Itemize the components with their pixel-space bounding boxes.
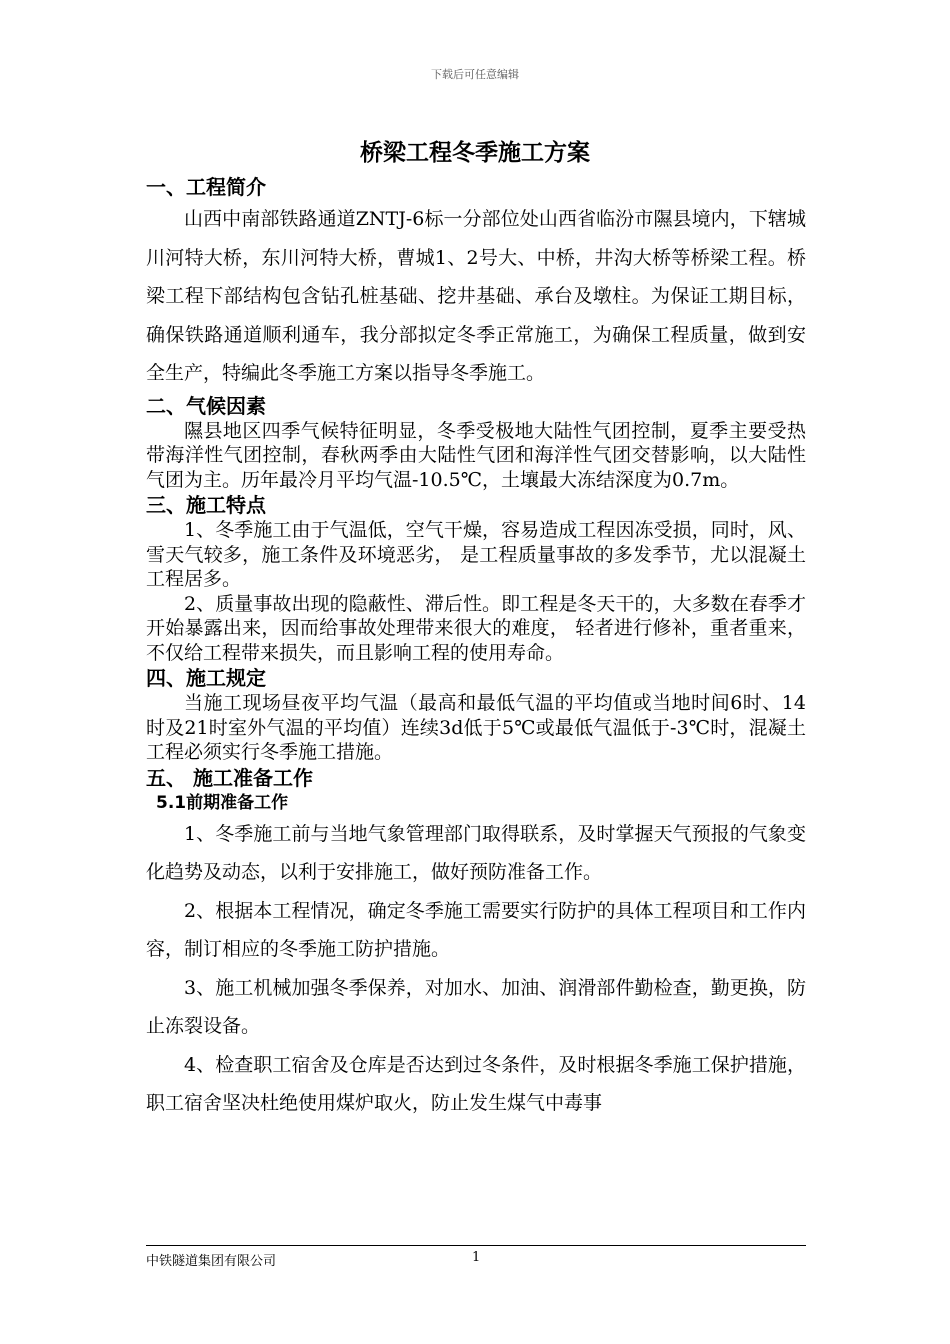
header-note: 下载后可任意编辑 bbox=[431, 68, 519, 81]
subsection-5-1-heading: 5.1前期准备工作 bbox=[156, 792, 289, 813]
section-2-paragraph: 隰县地区四季气候特征明显，冬季受极地大陆性气团控制，夏季主要受热带海洋性气团控制，春秋两季由大陆性气团和海洋性气团交替影响，以大陆性气团为主。历年最冷月平均气温-10.5℃，土壤最大冻结深度为0.7m。 bbox=[146, 419, 806, 491]
section-1-heading: 一、工程简介 bbox=[146, 175, 266, 199]
section-4-paragraph: 当施工现场昼夜平均气温（最高和最低气温的平均值或当地时间6时、14时及21时室外气温的平均值）连续3d低于5℃或最低气温低于-3℃时，混凝土工程必须实行冬季施工措施。 bbox=[146, 692, 806, 763]
section-5-paragraph-2: 2、根据本工程情况，确定冬季施工需要实行防护的具体工程项目和工作内容，制订相应的冬季施工防护措施。 bbox=[146, 899, 806, 960]
section-3-paragraph-2: 2、质量事故出现的隐蔽性、滞后性。即工程是冬天干的，大多数在春季才开始暴露出来，因而给事故处理带来很大的难度， 轻者进行修补，重者重来，不仅给工程带来损失，而且影响工程的使用寿命。 bbox=[146, 592, 806, 664]
section-5-paragraph-4: 4、检查职工宿舍及仓库是否达到过冬条件，及时根据冬季施工保护措施，职工宿舍坚决杜绝使用煤炉取火，防止发生煤气中毒事 bbox=[146, 1053, 806, 1114]
footer-page-number: 1 bbox=[472, 1250, 481, 1265]
section-2-heading: 二、气候因素 bbox=[146, 393, 266, 418]
section-5-paragraph-3: 3、施工机械加强冬季保养，对加水、加油、润滑部件勤检查，勤更换，防止冻裂设备。 bbox=[146, 976, 806, 1037]
section-5-paragraph-1: 1、冬季施工前与当地气象管理部门取得联系，及时掌握天气预报的气象变化趋势及动态，以利于安排施工，做好预防准备工作。 bbox=[146, 822, 806, 883]
section-5-heading: 五、 施工准备工作 bbox=[146, 765, 313, 790]
section-1-paragraph: 山西中南部铁路通道ZNTJ-6标一分部位处山西省临汾市隰县境内，下辖城川河特大桥，东川河特大桥，曹城1、2号大、中桥，井沟大桥等桥梁工程。桥梁工程下部结构包含钻孔桩基础、挖井基础、承台及墩柱。为保证工期目标，确保铁路通道顺利通车，我分部拟定冬季正常施工，为确保工程质量，做到安全生产，特编此冬季施工方案以指导冬季施工。 bbox=[146, 208, 806, 384]
document-body bbox=[146, 174, 806, 1123]
section-3-heading: 三、施工特点 bbox=[146, 493, 266, 517]
document-title: 桥梁工程冬季施工方案 bbox=[360, 140, 590, 166]
footer-divider bbox=[146, 1245, 806, 1246]
section-3-paragraph-1: 1、冬季施工由于气温低，空气干燥，容易造成工程因冻受损，同时，风、雪天气较多，施工条件及环境恶劣， 是工程质量事故的多发季节，尤以混凝土工程居多。 bbox=[146, 519, 806, 590]
footer-company: 中铁隧道集团有限公司 bbox=[146, 1254, 277, 1269]
section-4-heading: 四、施工规定 bbox=[146, 666, 266, 690]
